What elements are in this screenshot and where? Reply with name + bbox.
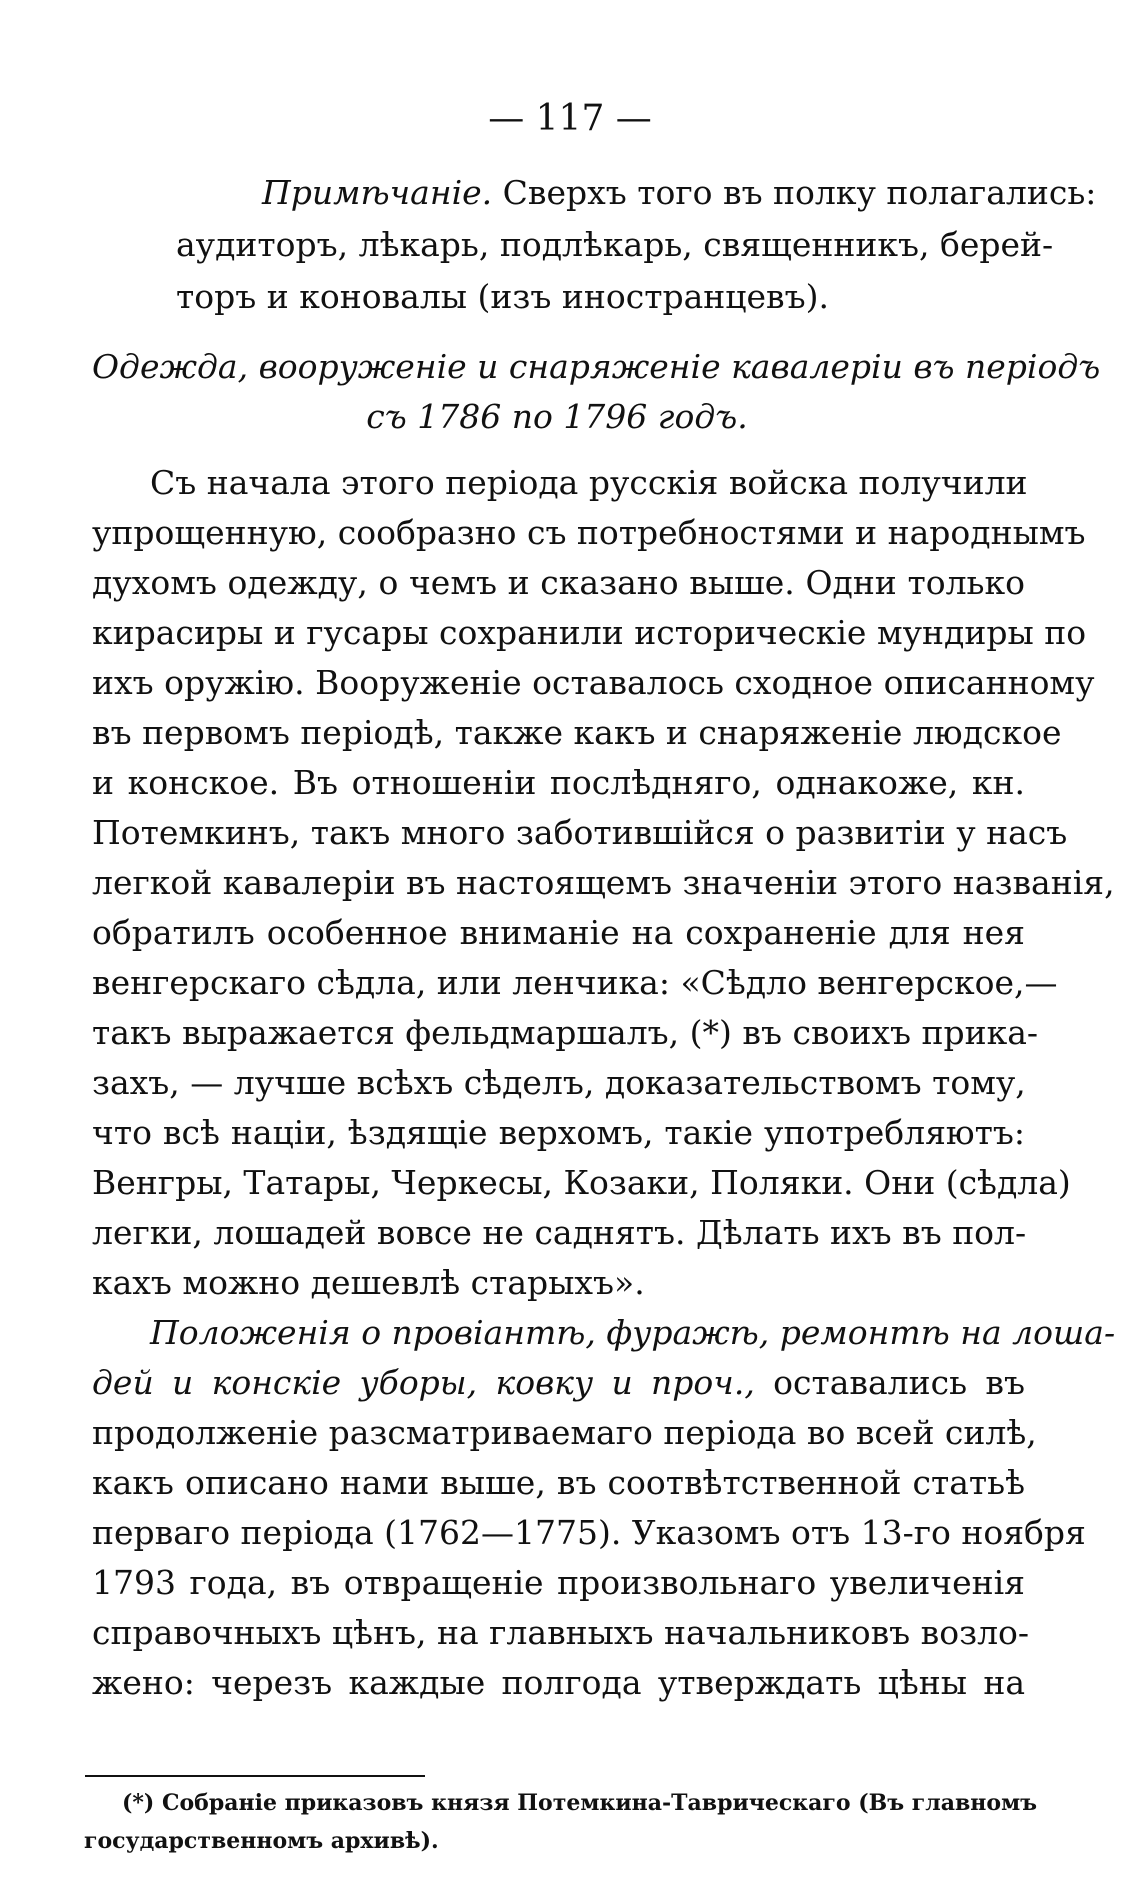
text-line: продолженіе разсматриваемаго періода во всей силѣ, [92,1413,1037,1452]
text-line: обратилъ особенное вниманіе на сохраненіе для нея [92,913,1025,952]
section-heading-line-1: Одежда, вооруженіе и снаряженіе кавалеріи въ періодъ [92,347,1101,386]
text-line: такъ выражается фельдмаршалъ, (*) въ своихъ прика- [92,1013,1039,1052]
note-line-1 [262,173,1097,212]
text-line: кахъ можно дешевлѣ старыхъ». [92,1263,645,1302]
note-line-3: торъ и коновалы (изъ иностранцевъ). [176,277,829,316]
footnote-line-1: (*) Собраніе приказовъ князя Потемкина-Таврическаго (Въ главномъ [122,1790,1038,1816]
text-line: Положенія о провіантѣ, фуражѣ, ремонтѣ на лоша- [150,1313,1116,1352]
text-line: ихъ оружію. Вооруженіе оставалось сходное описанному [92,663,1095,702]
text-line: справочныхъ цѣнъ, на главныхъ начальниковъ возло- [92,1613,1030,1652]
text-line: 1793 года, въ отвращеніе произвольнаго увеличенія [92,1563,1025,1602]
text-line: упрощенную, сообразно съ потребностями и народнымъ [92,513,1086,552]
text-line: легки, лошадей вовсе не саднятъ. Дѣлать ихъ въ пол- [92,1213,1027,1252]
text-line: что всѣ націи, ѣздящіе верхомъ, такіе употребляютъ: [92,1113,1025,1152]
text-line: какъ описано нами выше, въ соотвѣтственной статьѣ [92,1463,1025,1502]
note-text-1: Сверхъ того въ полку полагались: [492,173,1097,212]
text-line: въ первомъ періодѣ, также какъ и снаряженіе людское [92,713,1062,752]
text-line: Потемкинъ, такъ много заботившійся о развитіи у насъ [92,813,1068,852]
text-line: захъ, — лучше всѣхъ сѣделъ, доказательствомъ тому, [92,1063,1026,1102]
text-line: жено: черезъ каждые полгода утверждать цѣны на [92,1663,1025,1702]
text-line: легкой кавалеріи въ настоящемъ значеніи этого названія, [92,863,1115,902]
text-line: Венгры, Татары, Черкесы, Козаки, Поляки. Они (сѣдла) [92,1163,1071,1202]
footnote-line-2: государственномъ архивѣ). [84,1828,439,1854]
note-label: Примѣчаніе. [262,173,493,212]
text-line [92,1363,1025,1402]
text-line: кирасиры и гусары сохранили историческіе мундиры по [92,613,1087,652]
italic-phrase: дей и конскіе уборы, ковку и проч., [92,1363,755,1402]
page-number: — 117 — [488,98,652,139]
plain-phrase: оставались въ [754,1363,1025,1402]
text-line: и конское. Въ отношеніи послѣдняго, однакоже, кн. [92,763,1025,802]
footnote-rule [85,1775,425,1777]
text-line: перваго періода (1762—1775). Указомъ отъ 13-го ноября [92,1513,1086,1552]
text-line: венгерскаго сѣдла, или ленчика: «Сѣдло венгерское,— [92,963,1058,1002]
text-line: Съ начала этого періода русскія войска получили [150,463,1028,502]
text-line: духомъ одежду, о чемъ и сказано выше. Одни только [92,563,1025,602]
note-line-2: аудиторъ, лѣкарь, подлѣкарь, священникъ, берей- [176,225,1054,264]
section-heading-line-2: съ 1786 по 1796 годъ. [366,397,748,436]
